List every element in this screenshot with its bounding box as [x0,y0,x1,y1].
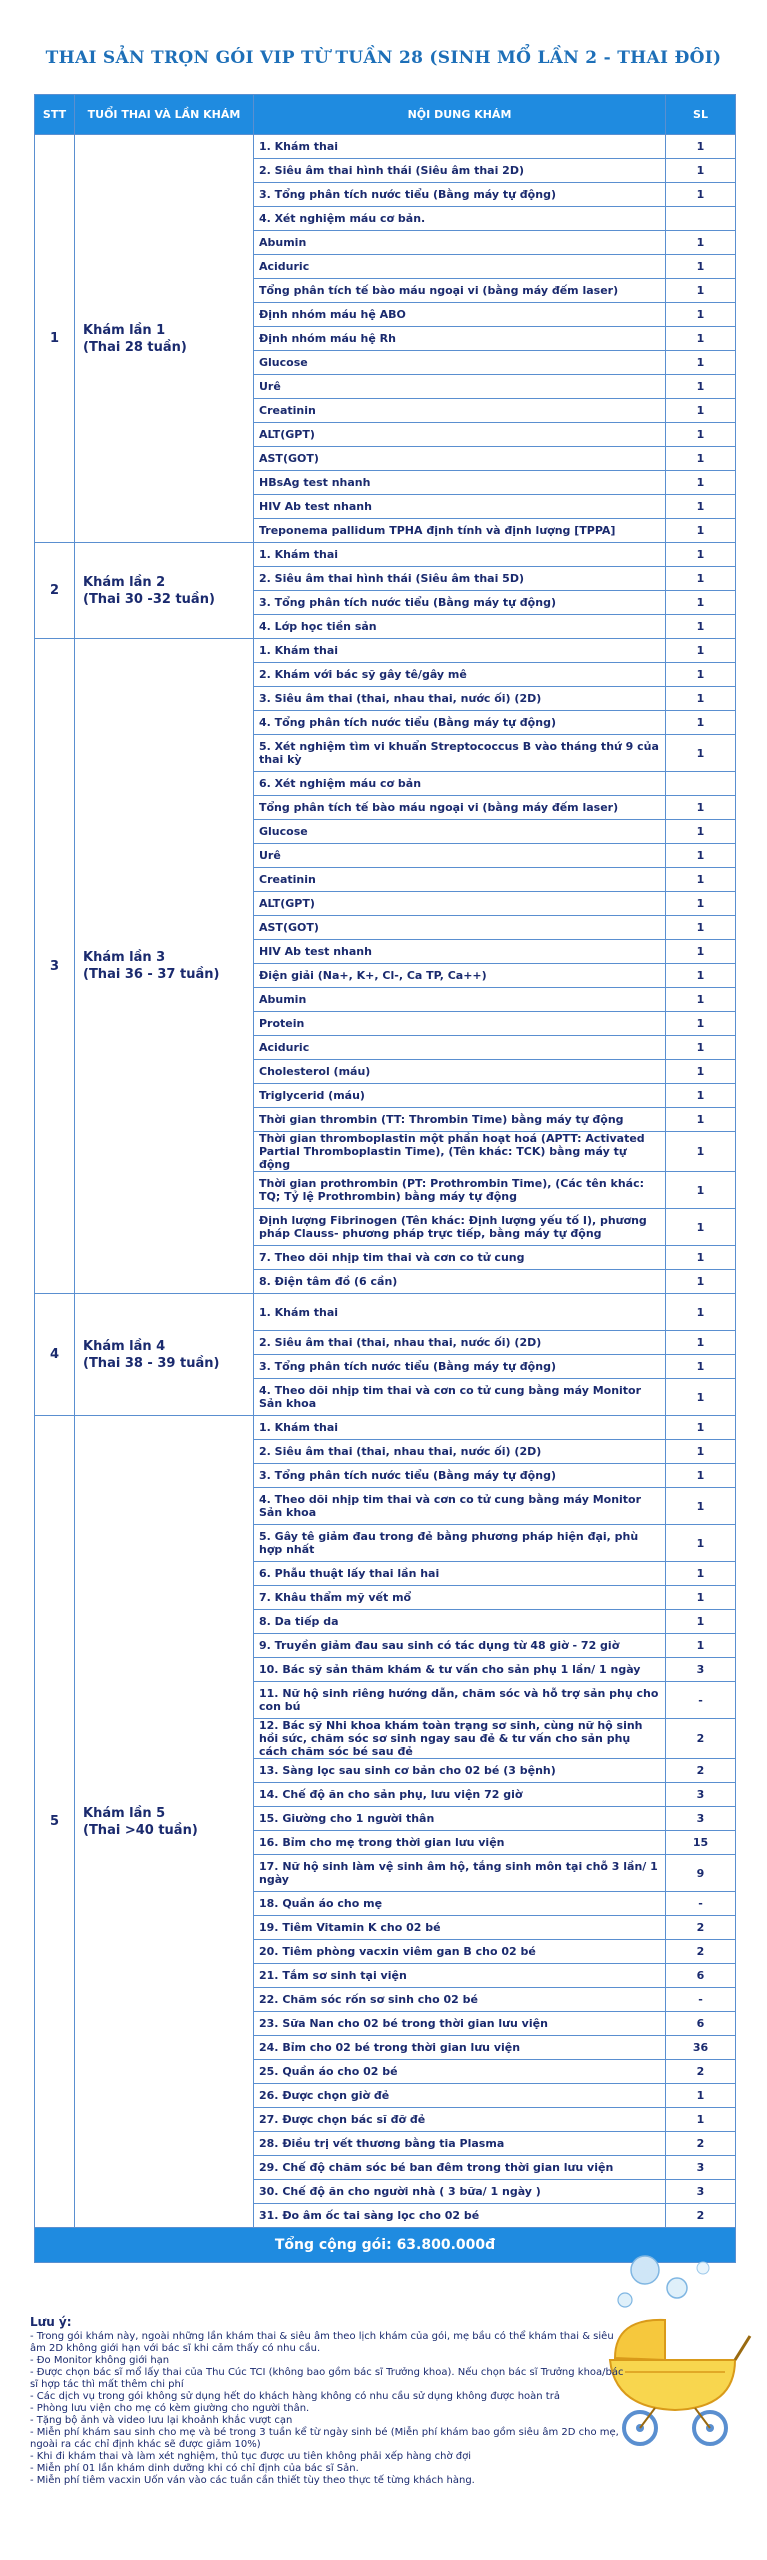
service-item: 4. Tổng phân tích nước tiểu (Bằng máy tự động) [254,711,666,735]
service-item: HBsAg test nhanh [254,471,666,495]
quantity-cell: 1 [666,2084,736,2108]
service-item: Cholesterol (máu) [254,1060,666,1084]
quantity-cell: 1 [666,351,736,375]
stage-cell [75,1416,254,2228]
quantity-cell: 1 [666,639,736,663]
quantity-cell [666,207,736,231]
quantity-cell: 1 [666,1036,736,1060]
quantity-cell: 3 [666,1783,736,1807]
table-row [35,1294,736,1331]
service-item: 6. Xét nghiệm máu cơ bản [254,772,666,796]
service-item: 1. Khám thai [254,639,666,663]
service-item: 31. Đo âm ốc tai sàng lọc cho 02 bé [254,2204,666,2228]
note-item: - Được chọn bác sĩ mổ lấy thai của Thu Cúc TCI (không bao gồm bác sĩ Trưởng khoa). Nếu chọn bác sĩ Trưởng khoa/bác sĩ hợp tác thì mất thêm chi phí [30,2367,624,2390]
quantity-cell: 1 [666,1562,736,1586]
stage-cell [75,1294,254,1416]
service-item: Abumin [254,988,666,1012]
stage-weeks: (Thai 36 - 37 tuần) [83,967,220,982]
service-item: 8. Điện tâm đồ (6 cần) [254,1270,666,1294]
quantity-cell: 1 [666,423,736,447]
table-row [35,543,736,567]
service-item: 2. Khám với bác sỹ gây tê/gây mê [254,663,666,687]
quantity-cell: 1 [666,868,736,892]
quantity-cell: 2 [666,2060,736,2084]
quantity-cell: 1 [666,1246,736,1270]
service-item: 29. Chế độ chăm sóc bé ban đêm trong thời gian lưu viện [254,2156,666,2180]
stage-title: Khám lần 5 [83,1805,166,1821]
service-item: HIV Ab test nhanh [254,940,666,964]
quantity-cell: 1 [666,892,736,916]
quantity-cell: 1 [666,591,736,615]
service-item: Urê [254,375,666,399]
note-item: - Miễn phí 01 lần khám dinh dưỡng khi có chỉ định của bác sĩ Sản. [30,2463,359,2474]
quantity-cell: 1 [666,796,736,820]
stt-cell: 2 [35,543,75,639]
table-row [35,1416,736,1440]
service-item: 20. Tiêm phòng vacxin viêm gan B cho 02 bé [254,1940,666,1964]
service-item: Thời gian thrombin (TT: Thrombin Time) bằng máy tự động [254,1108,666,1132]
quantity-cell: 1 [666,375,736,399]
quantity-cell: 1 [666,820,736,844]
stage-weeks: (Thai 38 - 39 tuần) [83,1355,220,1371]
quantity-cell: 1 [666,279,736,303]
quantity-cell: 1 [666,1209,736,1246]
service-item: 26. Được chọn giờ đẻ [254,2084,666,2108]
quantity-cell: 1 [666,735,736,772]
service-item: 22. Chăm sóc rốn sơ sinh cho 02 bé [254,1988,666,2012]
service-item: 27. Được chọn bác sĩ đỡ đẻ [254,2108,666,2132]
service-item: 11. Nữ hộ sinh riêng hướng dẫn, chăm sóc và hỗ trợ sản phụ cho con bú [254,1682,666,1719]
stage-title: Khám lần 3 [83,950,166,965]
quantity-cell: 1 [666,1084,736,1108]
stage-title: Khám lần 4 [83,1338,166,1354]
note-item: - Đo Monitor không giới hạn [30,2355,170,2366]
header-stage: TUỔI THAI VÀ LẦN KHÁM [75,95,254,135]
quantity-cell: - [666,1892,736,1916]
service-item: Tổng phân tích tế bào máu ngoại vi (bằng máy đếm laser) [254,279,666,303]
stt-cell: 3 [35,639,75,1294]
service-item: Protein [254,1012,666,1036]
quantity-cell: 1 [666,663,736,687]
note-item: - Miễn phí khám sau sinh cho mẹ và bé trong 3 tuần kể từ ngày sinh bé (Miễn phí khám bao gồm siêu âm 2D cho mẹ, ngoài ra các chỉ định khác sẽ được giảm 10%) [30,2427,619,2450]
quantity-cell [666,772,736,796]
quantity-cell: 1 [666,543,736,567]
quantity-cell: - [666,1682,736,1719]
service-item: 1. Khám thai [254,1416,666,1440]
note-item: - Tặng bộ ảnh và video lưu lại khoảnh khắc vượt cạn [30,2415,293,2426]
package-table [34,94,736,2263]
service-item: 4. Xét nghiệm máu cơ bản. [254,207,666,231]
service-item: 16. Bỉm cho mẹ trong thời gian lưu viện [254,1831,666,1855]
quantity-cell: 1 [666,988,736,1012]
service-item: 2. Siêu âm thai hình thái (Siêu âm thai 2D) [254,159,666,183]
service-item: AST(GOT) [254,916,666,940]
quantity-cell: 1 [666,231,736,255]
service-item: 3. Tổng phân tích nước tiểu (Bằng máy tự động) [254,183,666,207]
service-item: 2. Siêu âm thai hình thái (Siêu âm thai 5D) [254,567,666,591]
service-item: Định lượng Fibrinogen (Tên khác: Định lượng yếu tố I), phương pháp Clauss- phương pháp trực tiếp, bằng máy tự động [254,1209,666,1246]
quantity-cell: 1 [666,1634,736,1658]
quantity-cell: 2 [666,1940,736,1964]
quantity-cell: 36 [666,2036,736,2060]
service-item: 25. Quần áo cho 02 bé [254,2060,666,2084]
service-item: Glucose [254,351,666,375]
service-item: 30. Chế độ ăn cho người nhà ( 3 bữa/ 1 ngày ) [254,2180,666,2204]
quantity-cell: 1 [666,844,736,868]
service-item: Định nhóm máu hệ ABO [254,303,666,327]
service-item: 4. Theo dõi nhịp tim thai và cơn co tử cung bằng máy Monitor Sản khoa [254,1379,666,1416]
quantity-cell: 1 [666,447,736,471]
quantity-cell: 1 [666,1012,736,1036]
quantity-cell: 1 [666,1586,736,1610]
quantity-cell: 1 [666,687,736,711]
service-item: 3. Siêu âm thai (thai, nhau thai, nước ối) (2D) [254,687,666,711]
quantity-cell: 15 [666,1831,736,1855]
quantity-cell: 1 [666,303,736,327]
quantity-cell: 1 [666,1440,736,1464]
service-item: 19. Tiêm Vitamin K cho 02 bé [254,1916,666,1940]
stage-weeks: (Thai 28 tuần) [83,339,187,355]
quantity-cell: 1 [666,1270,736,1294]
quantity-cell: 1 [666,135,736,159]
service-item: Thời gian thromboplastin một phần hoạt hoá (APTT: Activated Partial Thromboplastin Time), (Tên khác: TCK) bằng máy tự động [254,1132,666,1172]
quantity-cell: 1 [666,1172,736,1209]
service-item: 17. Nữ hộ sinh làm vệ sinh âm hộ, tắng sinh môn tại chỗ 3 lần/ 1 ngày [254,1855,666,1892]
service-item: 12. Bác sỹ Nhi khoa khám toàn trạng sơ sinh, cùng nữ hộ sinh hồi sức, chăm sóc sơ sinh ngay sau đẻ & tư vấn cho sản phụ cách chăm sóc bé sau đẻ [254,1719,666,1759]
service-item: 9. Truyền giảm đau sau sinh có tác dụng từ 48 giờ - 72 giờ [254,1634,666,1658]
quantity-cell: 1 [666,519,736,543]
service-item: 8. Da tiếp da [254,1610,666,1634]
notes-title: Lưu ý: [30,2315,72,2329]
service-item: 23. Sữa Nan cho 02 bé trong thời gian lưu viện [254,2012,666,2036]
service-item: 7. Theo dõi nhịp tim thai và cơn co tử cung [254,1246,666,1270]
quantity-cell: 1 [666,940,736,964]
service-item: Thời gian prothrombin (PT: Prothrombin Time), (Các tên khác: TQ; Tỷ lệ Prothrombin) bằng máy tự động [254,1172,666,1209]
quantity-cell: 1 [666,471,736,495]
service-item: ALT(GPT) [254,423,666,447]
quantity-cell: 1 [666,159,736,183]
stage-title: Khám lần 2 [83,574,166,590]
quantity-cell: 1 [666,1416,736,1440]
quantity-cell: 3 [666,1658,736,1682]
service-item: Abumin [254,231,666,255]
stage-cell [75,543,254,639]
quantity-cell: 1 [666,1132,736,1172]
page-title: THAI SẢN TRỌN GÓI VIP TỪ TUẦN 28 (SINH MỔ LẦN 2 - THAI ĐÔI) [45,48,722,68]
quantity-cell: 2 [666,1759,736,1783]
stage-weeks: (Thai 30 -32 tuần) [83,591,215,607]
quantity-cell: 9 [666,1855,736,1892]
service-item: 4. Lớp học tiền sản [254,615,666,639]
quantity-cell: 1 [666,615,736,639]
note-item: - Miễn phí tiêm vacxin Uốn ván vào các tuần cần thiết tùy theo thực tế từng khách hàng. [30,2475,475,2486]
service-item: 18. Quần áo cho mẹ [254,1892,666,1916]
service-item: 1. Khám thai [254,135,666,159]
quantity-cell: - [666,1988,736,2012]
note-item: - Các dịch vụ trong gói không sử dụng hết do khách hàng không có nhu cầu sử dụng không được hoàn trả [30,2391,560,2402]
service-item: 7. Khâu thẩm mỹ vết mổ [254,1586,666,1610]
quantity-cell: 1 [666,711,736,735]
header-stt: STT [35,95,75,135]
header-qty: SL [666,95,736,135]
note-item: - Phòng lưu viện cho mẹ có kèm giường cho người thân. [30,2403,310,2414]
quantity-cell: 1 [666,1379,736,1416]
stt-cell: 5 [35,1416,75,2228]
service-item: Aciduric [254,255,666,279]
service-item: Treponema pallidum TPHA định tính và định lượng [TPPA] [254,519,666,543]
quantity-cell: 1 [666,567,736,591]
service-item: 13. Sàng lọc sau sinh cơ bản cho 02 bé (3 bệnh) [254,1759,666,1783]
quantity-cell: 1 [666,1060,736,1084]
quantity-cell: 1 [666,255,736,279]
service-item: 24. Bỉm cho 02 bé trong thời gian lưu viện [254,2036,666,2060]
service-item: 1. Khám thai [254,543,666,567]
service-item: 3. Tổng phân tích nước tiểu (Bằng máy tự động) [254,1355,666,1379]
quantity-cell: 6 [666,2012,736,2036]
service-item: HIV Ab test nhanh [254,495,666,519]
table-row [35,135,736,159]
notes-section [30,2316,630,2487]
quantity-cell: 3 [666,2156,736,2180]
quantity-cell: 3 [666,2180,736,2204]
service-item: Điện giải (Na+, K+, Cl-, Ca TP, Ca++) [254,964,666,988]
quantity-cell: 6 [666,1964,736,1988]
total-price: Tổng cộng gói: 63.800.000đ [35,2228,736,2263]
service-item: 2. Siêu âm thai (thai, nhau thai, nước ối) (2D) [254,1331,666,1355]
quantity-cell: 1 [666,327,736,351]
service-item: Glucose [254,820,666,844]
quantity-cell: 1 [666,183,736,207]
service-item: ALT(GPT) [254,892,666,916]
quantity-cell: 2 [666,1916,736,1940]
quantity-cell: 1 [666,1331,736,1355]
stt-cell: 4 [35,1294,75,1416]
quantity-cell: 1 [666,1610,736,1634]
quantity-cell: 2 [666,2204,736,2228]
quantity-cell: 1 [666,495,736,519]
quantity-cell: 1 [666,1108,736,1132]
service-item: 3. Tổng phân tích nước tiểu (Bằng máy tự động) [254,1464,666,1488]
notes-list [30,2331,630,2487]
service-item: Urê [254,844,666,868]
service-item: Định nhóm máu hệ Rh [254,327,666,351]
note-item: - Khi đi khám thai và làm xét nghiệm, thủ tục được ưu tiên không phải xếp hàng chờ đợi [30,2451,472,2462]
service-item: 28. Điều trị vết thương bằng tia Plasma [254,2132,666,2156]
service-item: 15. Giường cho 1 người thân [254,1807,666,1831]
quantity-cell: 2 [666,1719,736,1759]
service-item: 5. Gây tê giảm đau trong đẻ bằng phương pháp hiện đại, phù hợp nhất [254,1525,666,1562]
quantity-cell: 1 [666,1525,736,1562]
service-item: 14. Chế độ ăn cho sản phụ, lưu viện 72 giờ [254,1783,666,1807]
service-item: Triglycerid (máu) [254,1084,666,1108]
quantity-cell: 1 [666,1488,736,1525]
quantity-cell: 1 [666,1355,736,1379]
service-item: 6. Phẫu thuật lấy thai lần hai [254,1562,666,1586]
service-item: 3. Tổng phân tích nước tiểu (Bằng máy tự động) [254,591,666,615]
service-item: 4. Theo dõi nhịp tim thai và cơn co tử cung bằng máy Monitor Sản khoa [254,1488,666,1525]
stage-cell [75,639,254,1294]
service-item: AST(GOT) [254,447,666,471]
service-item: Tổng phân tích tế bào máu ngoại vi (bằng máy đếm laser) [254,796,666,820]
service-item: 10. Bác sỹ sản thăm khám & tư vấn cho sản phụ 1 lần/ 1 ngày [254,1658,666,1682]
service-item: Creatinin [254,868,666,892]
quantity-cell: 1 [666,1294,736,1331]
service-item: Aciduric [254,1036,666,1060]
quantity-cell: 1 [666,1464,736,1488]
quantity-cell: 3 [666,1807,736,1831]
quantity-cell: 1 [666,399,736,423]
table-header-row [35,95,736,135]
service-item: Creatinin [254,399,666,423]
service-item: 21. Tắm sơ sinh tại viện [254,1964,666,1988]
stage-weeks: (Thai >40 tuần) [83,1822,198,1838]
table-row [35,639,736,663]
stage-title: Khám lần 1 [83,322,166,338]
quantity-cell: 1 [666,964,736,988]
service-item: 2. Siêu âm thai (thai, nhau thai, nước ối) (2D) [254,1440,666,1464]
stt-cell: 1 [35,135,75,543]
quantity-cell: 1 [666,916,736,940]
header-content: NỘI DUNG KHÁM [254,95,666,135]
quantity-cell: 2 [666,2132,736,2156]
note-item: - Trong gói khám này, ngoài những lần khám thai & siêu âm theo lịch khám của gói, mẹ bầu có thể khám thai & siêu âm 2D không giới hạn với bác sĩ khi cảm thấy có nhu cầu. [30,2331,614,2354]
stage-cell [75,135,254,543]
table-body [35,135,736,2228]
service-item: 5. Xét nghiệm tìm vi khuẩn Streptococcus B vào tháng thứ 9 của thai kỳ [254,735,666,772]
quantity-cell: 1 [666,2108,736,2132]
service-item: 1. Khám thai [254,1294,666,1331]
